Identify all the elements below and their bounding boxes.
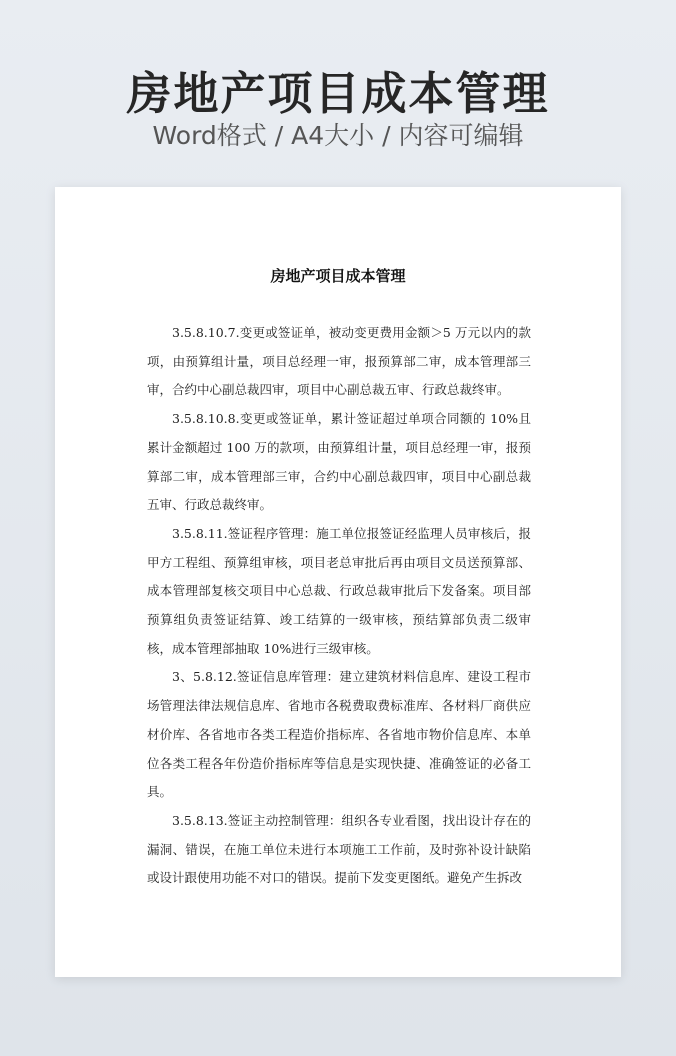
banner-title: 房地产项目成本管理 — [126, 67, 550, 120]
document-body — [147, 319, 531, 893]
document-title: 房地产项目成本管理 — [270, 267, 406, 285]
banner-subtitle: Word格式 / A4大小 / 内容可编辑 — [152, 121, 524, 150]
paragraph-3-5-8-11: 3.5.8.11.签证程序管理：施工单位报签证经监理人员审核后，报甲方工程组、预算组审核，项目老总审批后再由项目文员送预算部、成本管理部复核交项目中心总裁、行政总裁审批后下发备案。项目部预算组负责签证结算、竣工结算的一级审核，预结算部负责二级审核，成本管理部抽取 10%进行三级审核。 — [147, 525, 531, 656]
paragraph-3-5-8-10-8: 3.5.8.10.8.变更或签证单，累计签证超过单项合同额的 10%且累计金额超过 100 万的款项，由预算组计量，项目总经理一审，报预算部二审，成本管理部三审，合约中心副总裁四审，项目中心副总裁五审、行政总裁终审。 — [147, 411, 531, 513]
paragraph-3-5-8-10-7: 3.5.8.10.7.变更或签证单，被动变更费用金额＞5 万元以内的款项，由预算组计量，项目总经理一审，报预算部二审，成本管理部三审，合约中心副总裁四审，项目中心副总裁五审、行政总裁终审。 — [147, 325, 531, 398]
paragraph-3-5-8-12: 3、5.8.12.签证信息库管理：建立建筑材料信息库、建设工程市场管理法律法规信息库、省地市各税费取费标准库、各材料厂商供应材价库、各省地市各类工程造价指标库、各省地市物价信息库、本单位各类工程各年份造价指标库等信息是实现快捷、准确签证的必备工具。 — [147, 669, 531, 800]
document-page — [55, 187, 621, 977]
paragraph-3-5-8-13: 3.5.8.13.签证主动控制管理：组织各专业看图，找出设计存在的漏洞、错误，在施工单位未进行本项施工工作前，及时弥补设计缺陷或设计跟使用功能不对口的错误。提前下发变更图纸。避免产生拆改 — [147, 812, 531, 886]
